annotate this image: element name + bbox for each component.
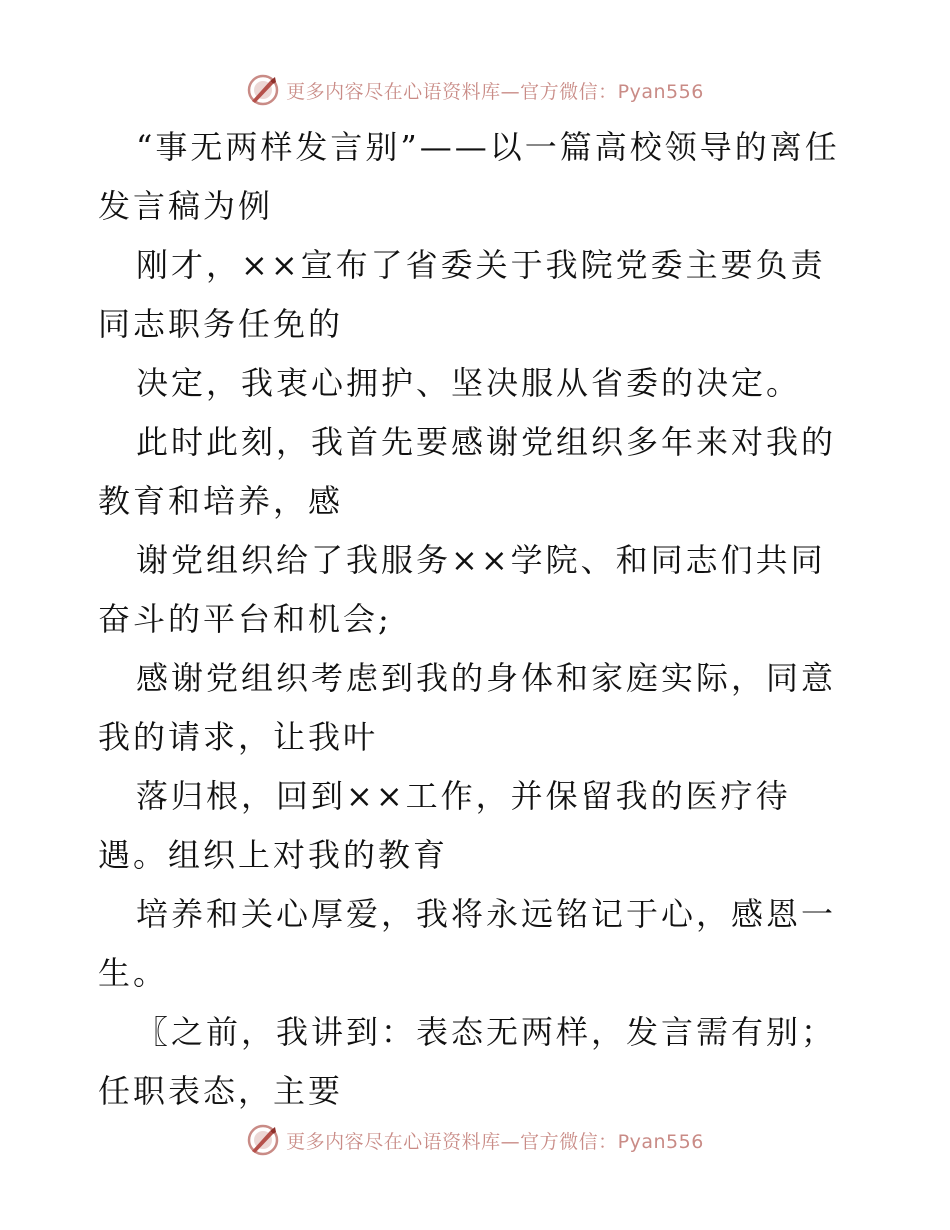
paragraph: 落归根，回到××工作，并保留我的医疗待遇。组织上对我的教育 (98, 777, 791, 874)
document-body (98, 118, 858, 1121)
footer-watermark (0, 1122, 950, 1158)
paragraph: 此时此刻，我首先要感谢党组织多年来对我的教育和培养，感 (98, 423, 837, 520)
paragraph: 培养和关心厚爱，我将永远铭记于心，感恩一生。 (98, 895, 837, 992)
document-title: “事无两样发言别”——以一篇高校领导的离任发言稿为例 (98, 128, 840, 225)
header-watermark (0, 72, 950, 108)
paragraph: 谢党组织给了我服务××学院、和同志们共同奋斗的平台和机会; (98, 541, 826, 638)
watermark-text: 更多内容尽在心语资料库—官方微信：Pyan556 (286, 80, 704, 103)
quill-seal-icon (246, 1123, 280, 1157)
quill-seal-icon (246, 73, 280, 107)
paragraph: 感谢党组织考虑到我的身体和家庭实际，同意我的请求，让我叶 (98, 659, 837, 756)
watermark-text: 更多内容尽在心语资料库—官方微信：Pyan556 (286, 1130, 704, 1153)
paragraph: 决定，我衷心拥护、坚决服从省委的决定。 (136, 364, 802, 402)
paragraph: 刚才，××宣布了省委关于我院党委主要负责同志职务任免的 (98, 246, 826, 343)
paragraph: 〖之前，我讲到：表态无两样，发言需有别；任职表态，主要 (98, 1013, 837, 1110)
